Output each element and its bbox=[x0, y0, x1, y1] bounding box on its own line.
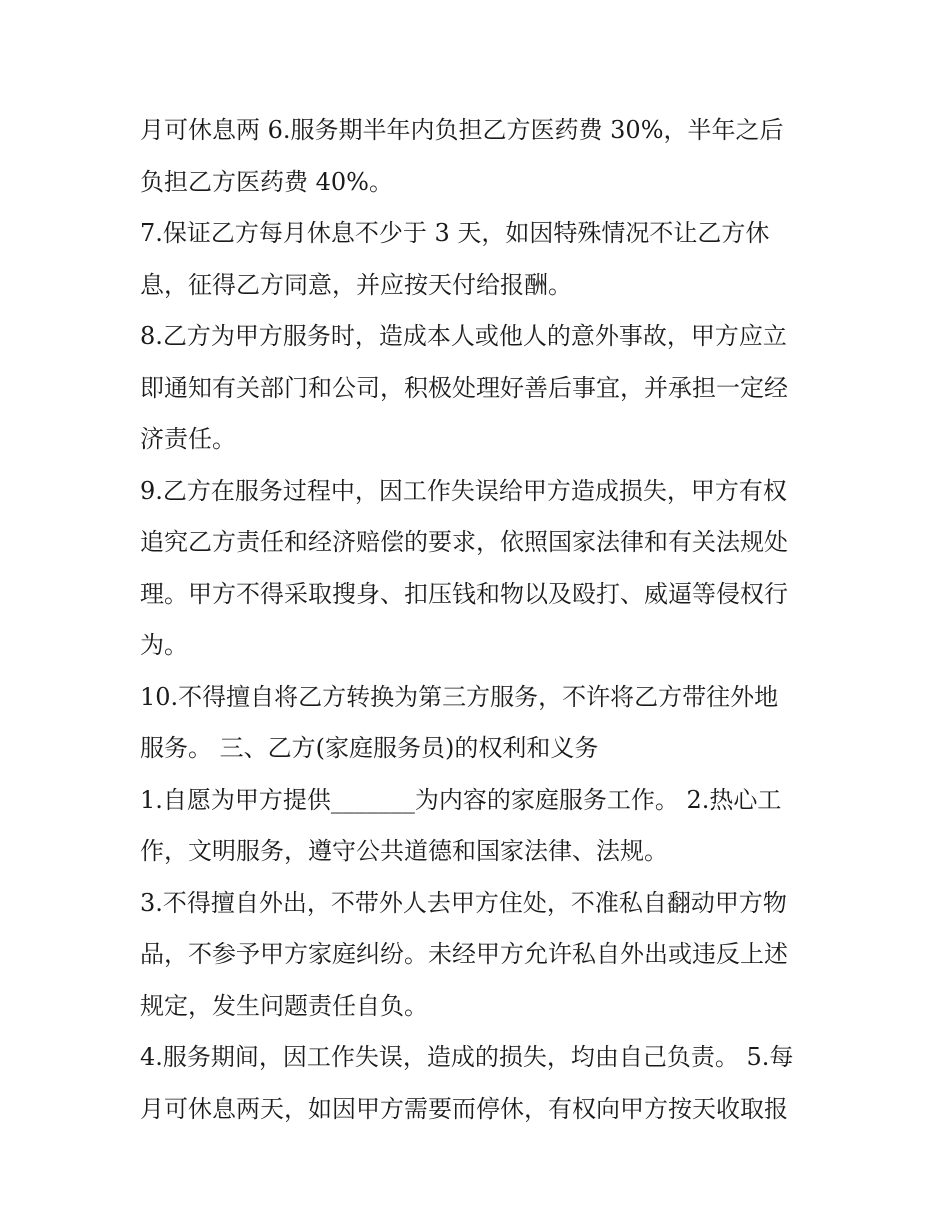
text-line: 4.服务期间，因工作失误，造成的损失，均由自己负责。 5.每 bbox=[140, 1043, 794, 1071]
text-line: 作，文明服务，遵守公共道德和国家法律、法规。 bbox=[140, 837, 668, 865]
text-line: 服务。 三、乙方(家庭服务员)的权利和义务 bbox=[140, 734, 599, 762]
text-line: 品，不参予甲方家庭纠纷。未经甲方允许私自外出或违反上述 bbox=[140, 940, 788, 968]
text-line: 10.不得擅自将乙方转换为第三方服务，不许将乙方带往外地 bbox=[140, 682, 779, 711]
text-line: 规定，发生问题责任自负。 bbox=[140, 991, 428, 1020]
text-line: 7.保证乙方每月休息不少于 3 天，如因特殊情况不让乙方休 bbox=[140, 219, 770, 247]
text-line: 9.乙方在服务过程中，因工作失误给甲方造成损失，甲方有权 bbox=[140, 476, 787, 505]
text-line: 8.乙方为甲方服务时，造成本人或他人的意外事故，甲方应立 bbox=[140, 322, 787, 350]
text-line: 负担乙方医药费 40%。 bbox=[140, 167, 393, 196]
text-line: 3.不得擅自外出，不带外人去甲方住处，不准私自翻动甲方物 bbox=[140, 888, 787, 917]
text-line: 即通知有关部门和公司，积极处理好善后事宜，并承担一定经 bbox=[140, 373, 788, 402]
text-line: 月可休息两天，如因甲方需要而停休，有权向甲方按天收取报 bbox=[140, 1094, 788, 1123]
contract-text-body bbox=[140, 105, 820, 1135]
text-line: 1.自愿为甲方提供_______为内容的家庭服务工作。 2.热心工 bbox=[140, 785, 782, 814]
text-line: 追究乙方责任和经济赔偿的要求，依照国家法律和有关法规处 bbox=[140, 528, 788, 556]
text-line: 月可休息两 6.服务期半年内负担乙方医药费 30%，半年之后 bbox=[140, 116, 784, 144]
text-line: 为。 bbox=[140, 631, 188, 659]
text-line: 息，征得乙方同意，并应按天付给报酬。 bbox=[140, 270, 572, 299]
text-line: 理。甲方不得采取搜身、扣压钱和物以及殴打、威逼等侵权行 bbox=[140, 579, 788, 608]
text-line: 济责任。 bbox=[140, 425, 236, 453]
